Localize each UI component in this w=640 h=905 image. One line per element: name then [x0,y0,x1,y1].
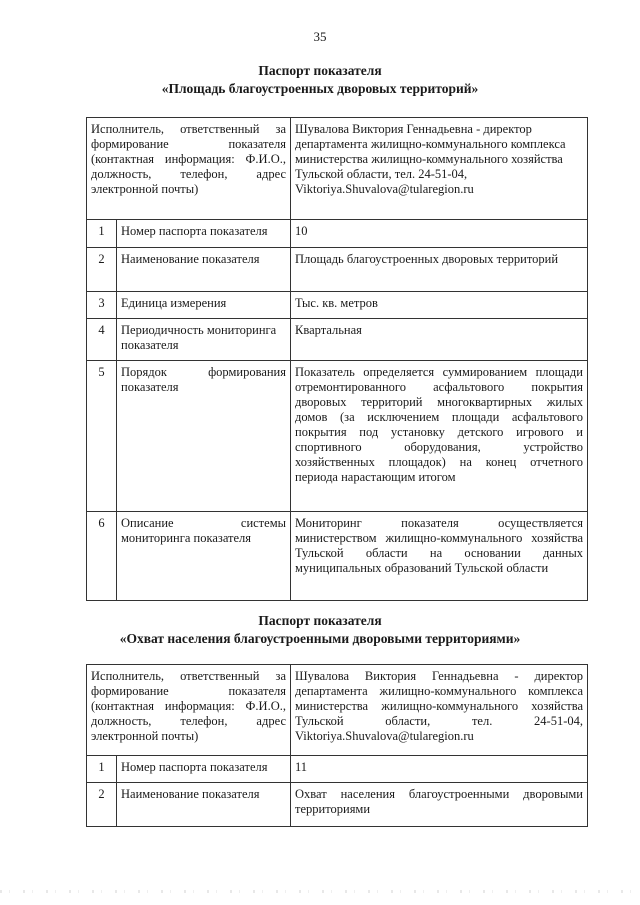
table-row [87,756,588,783]
row-number: 4 [87,319,117,361]
table-row [87,319,588,361]
row-label: Наименование показателя [117,248,291,292]
row-label: Наименование показателя [117,783,291,827]
passport1-executor-value-line2: Тульской области, тел. 24-51-04, [295,167,468,181]
row-label: Порядок формирования показателя [117,361,291,512]
row-value: Показатель определяется суммированием площади отремонтированного асфальтового покрытия дворовых территорий многоквартирных жилых домов (за исключением площади асфальтового покрытия под установку детского игрового и спортивного оборудования, устройство хозяйственных площадок) на конец отчетного периода нарастающим итогом [291,361,588,512]
row-label: Периодичность мониторинга показателя [117,319,291,361]
passport2-table [86,664,588,827]
table-row [87,783,588,827]
passport1-table [86,117,588,601]
passport2-title-line1: Паспорт показателя [258,613,382,628]
row-number: 2 [87,783,117,827]
scan-edge-noise [0,890,640,893]
row-label: Номер паспорта показателя [117,756,291,783]
passport1-title-line2: «Площадь благоустроенных дворовых территорий» [161,81,479,96]
row-number: 1 [87,220,117,248]
row-number: 5 [87,361,117,512]
table-row [87,512,588,601]
row-number: 6 [87,512,117,601]
passport2-title [0,612,640,648]
row-number: 2 [87,248,117,292]
row-number: 1 [87,756,117,783]
passport1-title-line1: Паспорт показателя [258,63,382,78]
passport1-executor-value-line3: Viktoriya.Shuvalova@tularegion.ru [295,182,474,196]
passport1-executor-row [87,118,588,220]
row-value: Мониторинг показателя осуществляется министерством жилищно-коммунального хозяйства Тульской области на основании данных муниципальных образований Тульской области [291,512,588,601]
table-row [87,361,588,512]
row-label: Номер паспорта показателя [117,220,291,248]
passport2-executor-label: Исполнитель, ответственный за формирование показателя (контактная информация: Ф.И.О., должность, телефон, адрес электронной почты) [87,665,291,756]
table-row [87,292,588,319]
row-value: Тыс. кв. метров [291,292,588,319]
passport2-executor-row [87,665,588,756]
table-row [87,248,588,292]
row-number: 3 [87,292,117,319]
row-value: Квартальная [291,319,588,361]
page-number: 35 [313,29,327,44]
passport1-executor-value-line1: Шувалова Виктория Геннадьевна - директор департамента жилищно-коммунального комплекса министерства жилищно-коммунального хозяйства [295,122,566,166]
row-label: Описание системы мониторинга показателя [117,512,291,601]
passport1-executor-value [291,118,588,220]
row-value: Площадь благоустроенных дворовых территорий [291,248,588,292]
row-value: Охват населения благоустроенными дворовыми территориями [291,783,588,827]
passport2-title-line2: «Охват населения благоустроенными дворовыми территориями» [119,631,521,646]
passport1-executor-label: Исполнитель, ответственный за формирование показателя (контактная информация: Ф.И.О., должность, телефон, адрес электронной почты) [87,118,291,220]
row-value: 11 [291,756,588,783]
row-value: 10 [291,220,588,248]
passport1-title [0,62,640,98]
table-row [87,220,588,248]
row-label: Единица измерения [117,292,291,319]
passport2-executor-value: Шувалова Виктория Геннадьевна - директор департамента жилищно-коммунального комплекса министерства жилищно-коммунального хозяйства Тульской области, тел. 24-51-04, Viktoriya.Shuvalova@tularegion.ru [291,665,588,756]
